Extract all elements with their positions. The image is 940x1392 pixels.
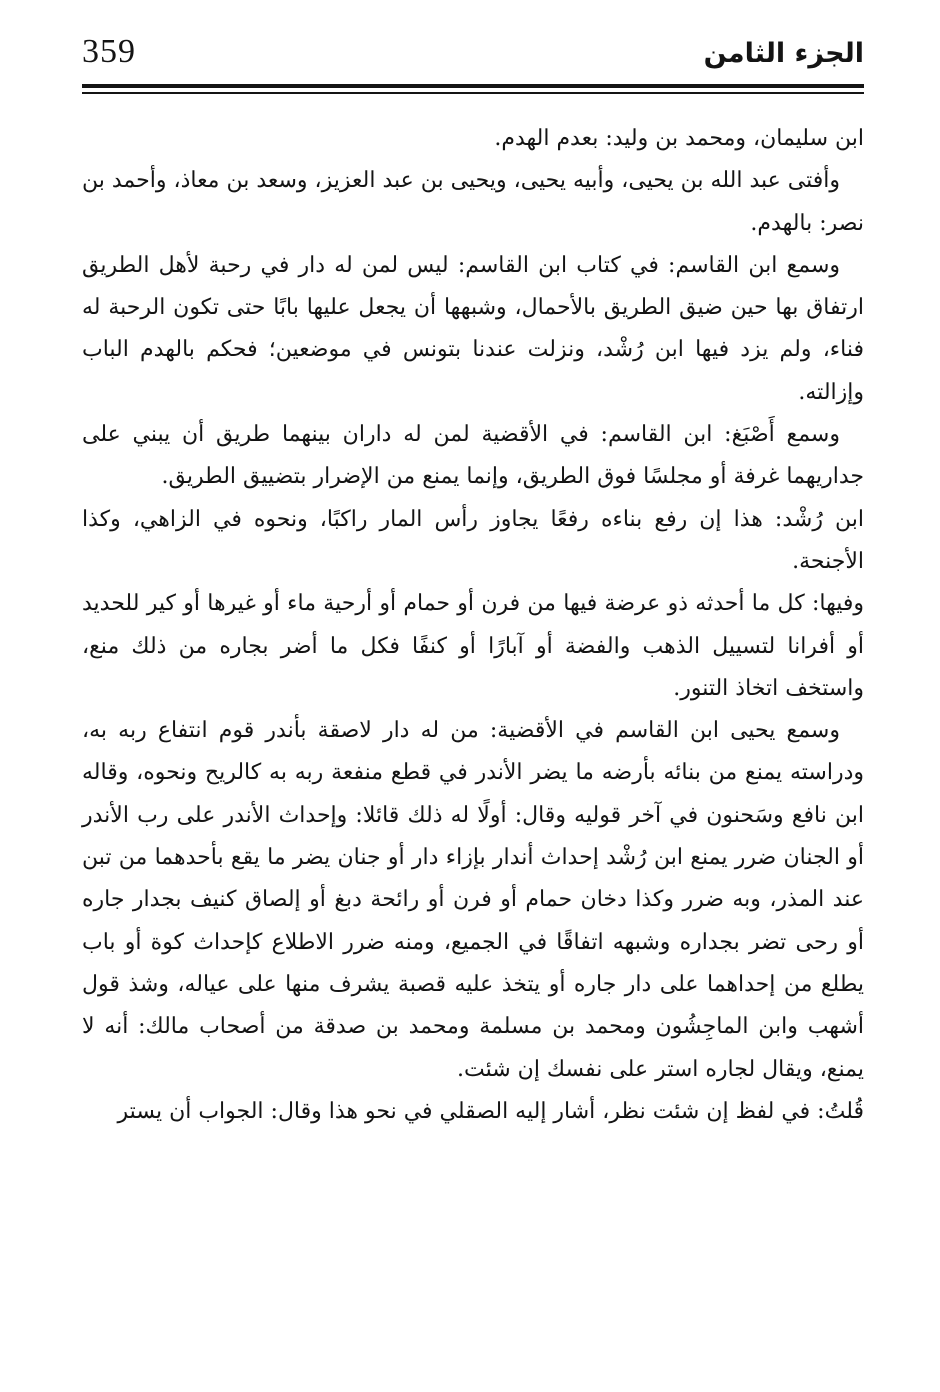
header-rule-thick bbox=[82, 84, 864, 88]
header-rule-thin bbox=[82, 92, 864, 94]
paragraph: وسمع أَصْبَغ: ابن القاسم: في الأقضية لمن له داران بينهما طريق أن يبني على جداريهما غرفة أو مجلسًا فوق الطريق، وإنما يمنع من الإضرار بتضييق الطريق. bbox=[82, 422, 864, 490]
part-title: الجزء الثامن bbox=[703, 38, 864, 69]
page-header bbox=[82, 28, 864, 84]
paragraph: ابن سليمان، ومحمد بن وليد: بعدم الهدم. bbox=[494, 126, 864, 151]
page-number: 359 bbox=[82, 33, 136, 70]
paragraph: ابن رُشْد: هذا إن رفع بناءه رفعًا يجاوز رأس المار راكبًا، ونحوه في الزاهي، وكذا الأجنحة. bbox=[82, 506, 864, 574]
paragraph: وسمع يحيى ابن القاسم في الأقضية: من له دار لاصقة بأندر قوم انتفاع ربه به، ودراسته يمنع من بنائه بأرضه ما يضر الأندر في قطع منفعة ربه به كالريح ونحوه، وقاله ابن نافع وسَحنون في آخر قوليه وقال: أولًا له ذلك قائلا: وإحداث الأندر على رب الأندر أو الجنان ضرر يمنع ابن رُشْد إحداث أندار بإزاء دار أو جنان يضر ما يقع بأحدهما من تبن عند المذر، وبه ضرر وكذا دخان حمام أو فرن أو رائحة دبغ أو إلصاق كنيف بجدار جاره أو رحى تضر بجداره وشبهه اتفاقًا في الجميع، ومنه ضرر الاطلاع كإحداث كوة أو باب يطلع من إحداهما على دار جاره أو يتخذ عليه قصبة يشرف منها على عياله، وشذ قول أشهب وابن الماجِشُون ومحمد بن مسلمة ومحمد بن صدقة من أصحاب مالك: أنه لا يمنع، ويقال لجاره استر على نفسك إن شئت. bbox=[82, 718, 864, 1082]
paragraph: قُلتُ: في لفظ إن شئت نظر، أشار إليه الصقلي في نحو هذا وقال: الجواب أن يستر bbox=[117, 1098, 864, 1124]
paragraph: وأفتى عبد الله بن يحيى، وأبيه يحيى، ويحيى بن عبد العزيز، وسعد بن معاذ، وأحمد بن نصر: بالهدم. bbox=[82, 168, 864, 236]
body-text bbox=[82, 118, 864, 1133]
paragraph: وسمع ابن القاسم: في كتاب ابن القاسم: ليس لمن له دار في رحبة لأهل الطريق ارتفاق بها حين ضيق الطريق بالأحمال، وشبهها أن يجعل عليها بابًا حتى تكون الرحبة له فناء، ولم يزد فيها ابن رُشْد، ونزلت عندنا بتونس في موضعين؛ فحكم بالهدم الباب وإزالته. bbox=[82, 252, 864, 405]
paragraph: وفيها: كل ما أحدثه ذو عرضة فيها من فرن أو حمام أو أرحية ماء أو غيرها أو كير للحديد أو أفرانا لتسييل الذهب والفضة أو آبارًا أو كنفًا فكل ما أضر بجاره من ذلك منع، واستخف اتخاذ التنور. bbox=[82, 591, 864, 701]
